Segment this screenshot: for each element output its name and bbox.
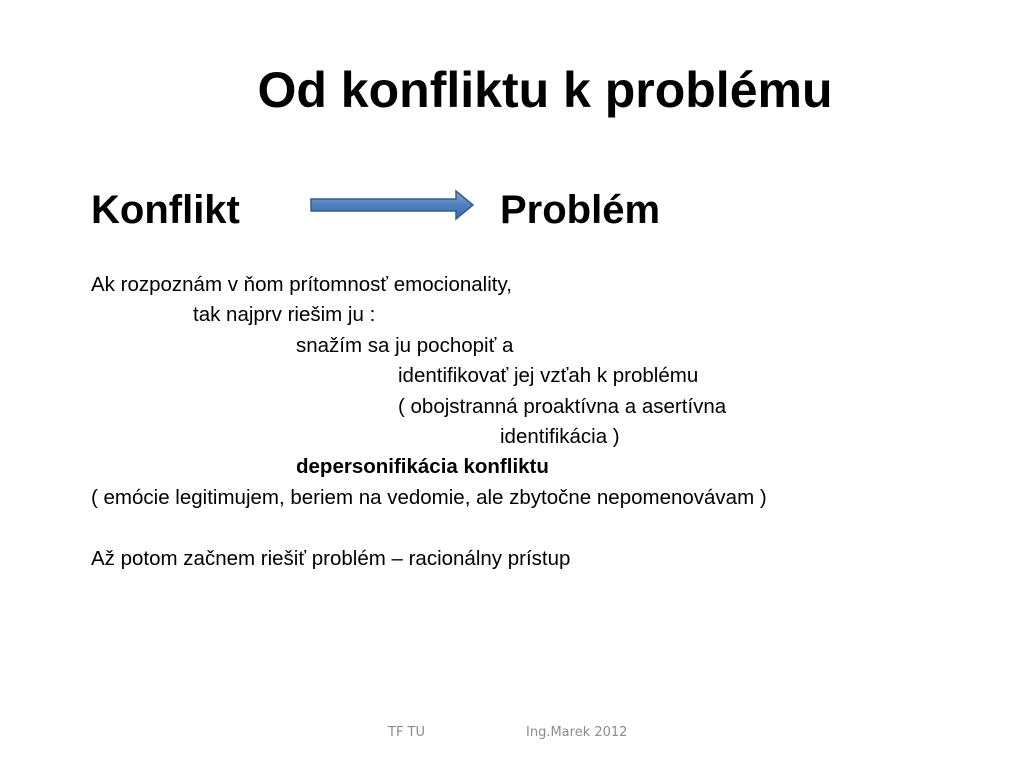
body-line-emocionality: Ak rozpoznám v ňom prítomnosť emocionality, <box>91 273 512 296</box>
slide-title: Od konfliktu k problému <box>257 62 833 118</box>
body-line-emocie: ( emócie legitimujem, beriem na vedomie, ale zbytočne nepomenovávam ) <box>91 486 767 509</box>
body-line-depersonifikacia: depersonifikácia konfliktu <box>296 455 549 478</box>
heading-problem: Problém <box>500 188 661 232</box>
heading-konflikt: Konflikt <box>91 188 240 232</box>
body-line-identifikacia: identifikácia ) <box>500 425 620 448</box>
body-line-racionalny: Až potom začnem riešiť problém – racionálny prístup <box>91 547 571 570</box>
body-line-identifikovat: identifikovať jej vzťah k problému <box>398 364 699 387</box>
body-line-obojstranna: ( obojstranná proaktívna a asertívna <box>398 395 727 418</box>
footer-right: Ing.Marek 2012 <box>526 725 628 740</box>
body-line-najprv: tak najprv riešim ju : <box>193 303 376 326</box>
right-arrow-icon <box>308 188 476 222</box>
body-line-pochopit: snažím sa ju pochopiť a <box>296 334 514 357</box>
footer-left: TF TU <box>388 725 426 740</box>
